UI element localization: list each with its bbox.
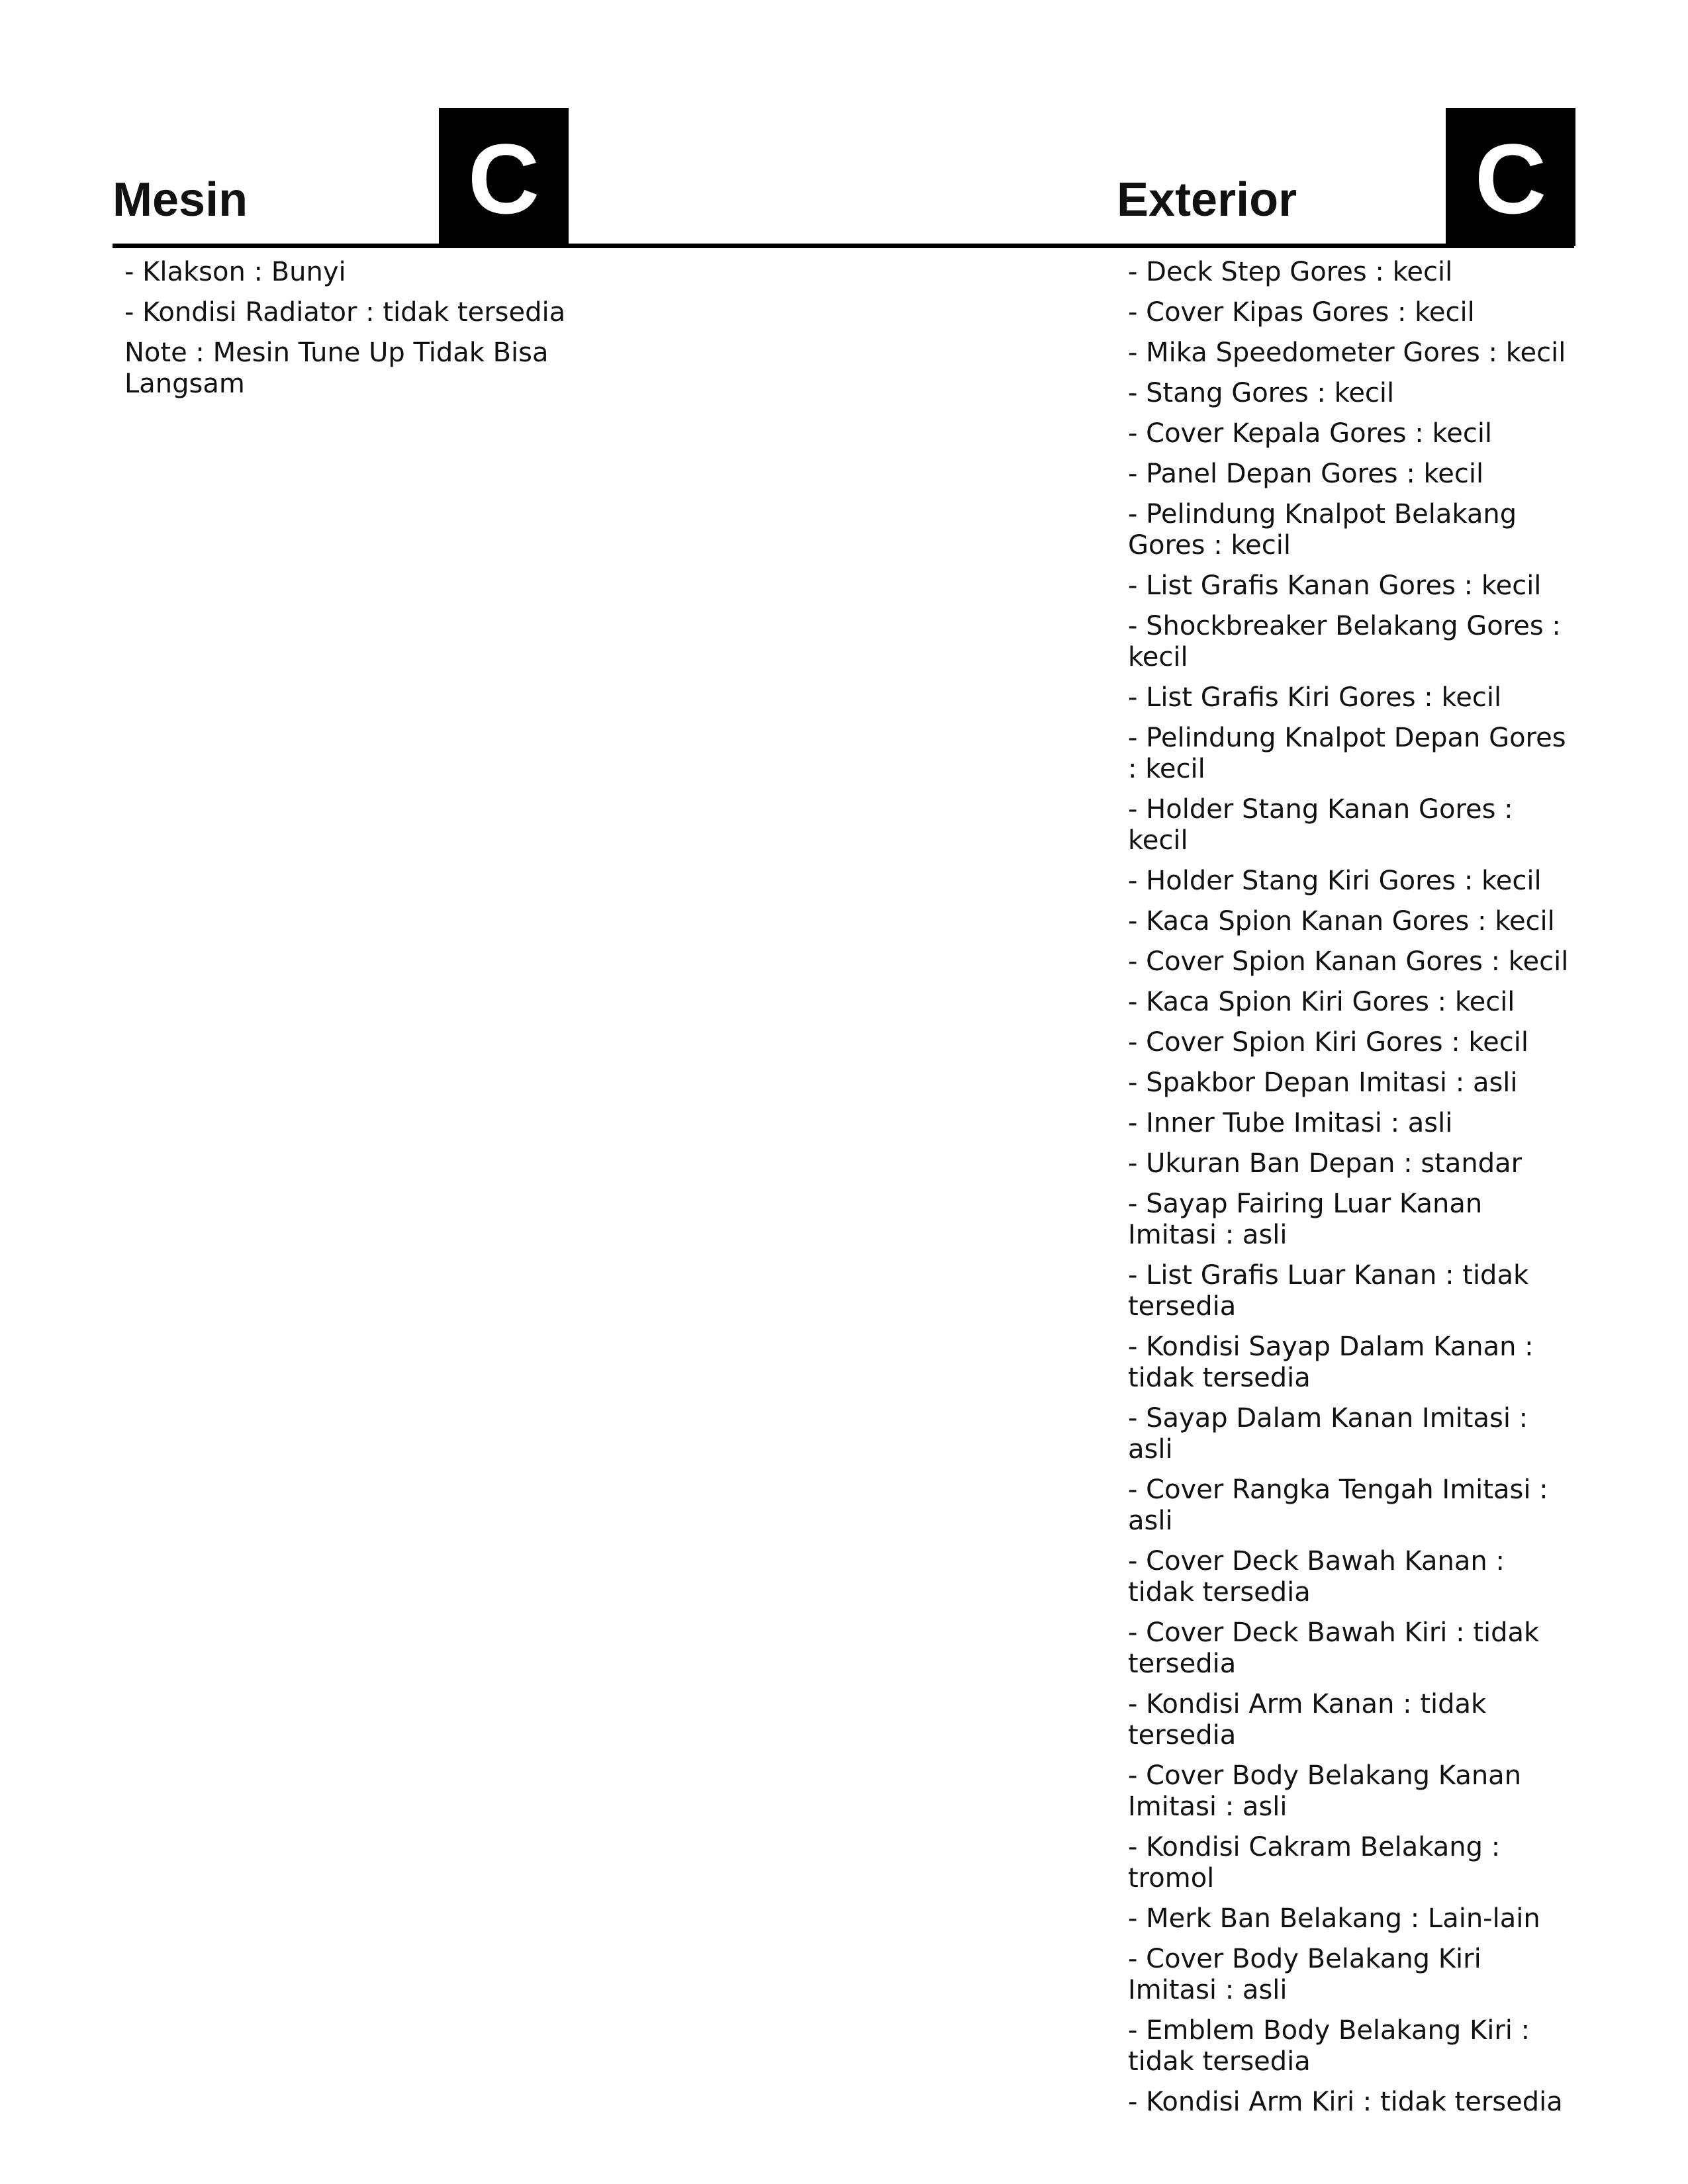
exterior-item: - Holder Stang Kanan Gores : kecil xyxy=(1128,794,1513,856)
header-divider xyxy=(113,244,1574,248)
exterior-grade-badge: C xyxy=(1446,108,1575,246)
exterior-item: - Pelindung Knalpot Belakang Gores : kecil xyxy=(1128,499,1517,561)
exterior-item: - Cover Deck Bawah Kanan : tidak tersedia xyxy=(1128,1546,1505,1608)
exterior-item-list xyxy=(1128,257,1571,2127)
exterior-item: - Sayap Dalam Kanan Imitasi : asli xyxy=(1128,1403,1528,1465)
exterior-item: - Spakbor Depan Imitasi : asli xyxy=(1128,1068,1518,1098)
exterior-item: - Emblem Body Belakang Kiri : tidak tersedia xyxy=(1128,2015,1530,2077)
exterior-item: - Sayap Fairing Luar Kanan Imitasi : asli xyxy=(1128,1189,1483,1250)
mesin-section-title: Mesin xyxy=(113,173,248,226)
exterior-item: - Cover Kepala Gores : kecil xyxy=(1128,418,1493,449)
exterior-item: - Cover Deck Bawah Kiri : tidak tersedia xyxy=(1128,1617,1540,1679)
exterior-item: - Kondisi Arm Kanan : tidak tersedia xyxy=(1128,1689,1487,1751)
mesin-grade-badge: C xyxy=(439,108,569,246)
exterior-item: - Cover Kipas Gores : kecil xyxy=(1128,297,1475,328)
exterior-item: - Kaca Spion Kanan Gores : kecil xyxy=(1128,906,1555,936)
mesin-note: Note : Mesin Tune Up Tidak Bisa Langsam xyxy=(124,338,549,399)
mesin-item: - Kondisi Radiator : tidak tersedia xyxy=(124,297,566,328)
exterior-item: - Stang Gores : kecil xyxy=(1128,378,1395,408)
exterior-item: - Cover Body Belakang Kiri Imitasi : asli xyxy=(1128,1944,1481,2005)
exterior-item: - Mika Speedometer Gores : kecil xyxy=(1128,338,1566,368)
exterior-item: - List Grafis Kanan Gores : kecil xyxy=(1128,570,1542,601)
mesin-item-list xyxy=(124,257,575,409)
exterior-item: - List Grafis Luar Kanan : tidak tersedia xyxy=(1128,1260,1529,1322)
exterior-item: - Shockbreaker Belakang Gores : kecil xyxy=(1128,611,1561,672)
exterior-item: - Cover Spion Kiri Gores : kecil xyxy=(1128,1027,1528,1058)
exterior-item: - Kondisi Sayap Dalam Kanan : tidak tersedia xyxy=(1128,1332,1534,1393)
exterior-item: - Holder Stang Kiri Gores : kecil xyxy=(1128,866,1542,896)
mesin-item: - Klakson : Bunyi xyxy=(124,257,346,287)
exterior-item: - List Grafis Kiri Gores : kecil xyxy=(1128,682,1502,713)
exterior-item: - Merk Ban Belakang : Lain-lain xyxy=(1128,1903,1540,1934)
exterior-item: - Ukuran Ban Depan : standar xyxy=(1128,1148,1523,1179)
exterior-item: - Cover Body Belakang Kanan Imitasi : asli xyxy=(1128,1760,1522,1822)
exterior-item: - Pelindung Knalpot Depan Gores : kecil xyxy=(1128,723,1566,784)
exterior-item: - Kondisi Arm Kiri : tidak tersedia xyxy=(1128,2087,1563,2117)
exterior-item: - Inner Tube Imitasi : asli xyxy=(1128,1108,1453,1138)
exterior-item: - Cover Spion Kanan Gores : kecil xyxy=(1128,946,1569,977)
exterior-item: - Kaca Spion Kiri Gores : kecil xyxy=(1128,987,1515,1017)
exterior-item: - Panel Depan Gores : kecil xyxy=(1128,459,1484,489)
exterior-item: - Cover Rangka Tengah Imitasi : asli xyxy=(1128,1475,1548,1536)
exterior-section-title: Exterior xyxy=(1117,173,1297,226)
exterior-item: - Kondisi Cakram Belakang : tromol xyxy=(1128,1832,1501,1893)
exterior-item: - Deck Step Gores : kecil xyxy=(1128,257,1453,287)
